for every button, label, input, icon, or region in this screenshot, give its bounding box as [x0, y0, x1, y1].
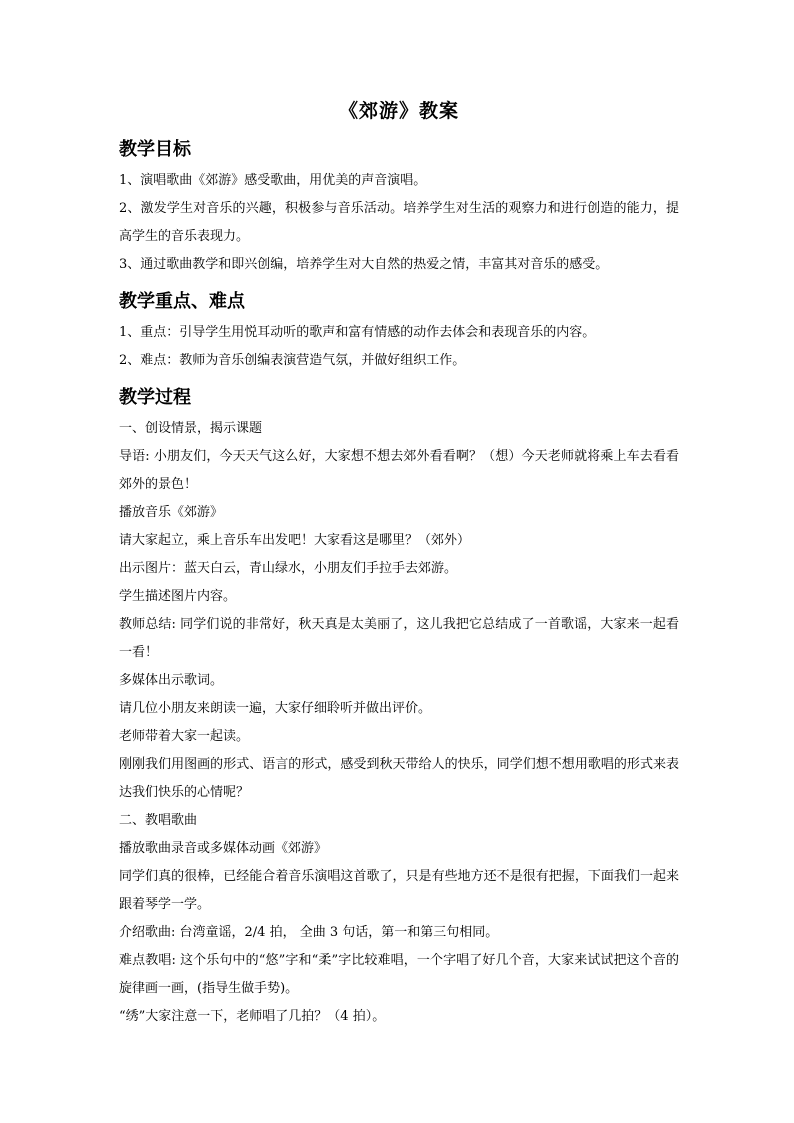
paragraph: 3、通过歌曲教学和即兴创编，培养学生对大自然的热爱之情，丰富其对音乐的感受。 [119, 257, 609, 272]
paragraph: 介绍歌曲: 台湾童谣，2/4 拍， 全曲 3 句话，第一和第三句相同。 [119, 925, 499, 940]
paragraph: 2、难点：教师为音乐创编表演营造气氛，并做好组织工作。 [119, 353, 466, 368]
section-key-points [119, 287, 679, 375]
paragraph: 请几位小朋友来朗读一遍，大家仔细聆听并做出评价。 [119, 701, 432, 716]
document-body [119, 96, 679, 1031]
section-objectives [119, 135, 679, 279]
paragraph: 播放音乐《郊游》 [119, 505, 224, 520]
paragraph: 1、演唱歌曲《郊游》感受歌曲，用优美的声音演唱。 [119, 173, 427, 188]
document-title: 《郊游》教案 [338, 100, 459, 122]
paragraph: 教师总结: 同学们说的非常好，秋天真是太美丽了，这儿我把它总结成了一首歌谣，大家来一起看一看！ [119, 617, 679, 660]
paragraph: 请大家起立，乘上音乐车出发吧！大家看这是哪里？（郊外） [119, 533, 471, 548]
paragraph: 难点教唱: 这个乐句中的“悠”字和“柔”字比较难唱，一个字唱了好几个音，大家来试试把这个音的旋律画一画，(指导生做手势)。 [119, 953, 679, 996]
paragraph: 二、教唱歌曲 [119, 813, 198, 828]
paragraph: 同学们真的很棒，已经能合着音乐演唱这首歌了，只是有些地方还不是很有把握，下面我们一起来跟着琴学一学。 [119, 869, 679, 912]
paragraph: “绣”大家注意一下，老师唱了几拍？（4 拍）。 [119, 1009, 386, 1024]
section-process [119, 383, 679, 1031]
paragraph: 多媒体出示歌词。 [119, 673, 224, 688]
paragraph: 老师带着大家一起读。 [119, 729, 250, 744]
paragraph: 导语: 小朋友们，今天天气这么好，大家想不想去郊外看看啊？（想）今天老师就将乘上车去看看郊外的景色！ [119, 449, 679, 492]
paragraph: 一、创设情景，揭示课题 [119, 421, 263, 436]
paragraph: 刚刚我们用图画的形式、语言的形式，感受到秋天带给人的快乐，同学们想不想用歌唱的形式来表达我们快乐的心情呢？ [119, 757, 679, 800]
paragraph: 学生描述图片内容。 [119, 589, 237, 604]
paragraph: 出示图片：蓝天白云，青山绿水，小朋友们手拉手去郊游。 [119, 561, 458, 576]
section-heading: 教学目标 [119, 139, 191, 160]
paragraph: 播放歌曲录音或多媒体动画《郊游》 [119, 841, 328, 856]
paragraph: 1、重点：引导学生用悦耳动听的歌声和富有情感的动作去体会和表现音乐的内容。 [119, 325, 596, 340]
section-heading: 教学重点、难点 [119, 291, 245, 312]
section-heading: 教学过程 [119, 387, 191, 408]
paragraph: 2、激发学生对音乐的兴趣，积极参与音乐活动。培养学生对生活的观察力和进行创造的能力，提高学生的音乐表现力。 [119, 201, 679, 244]
